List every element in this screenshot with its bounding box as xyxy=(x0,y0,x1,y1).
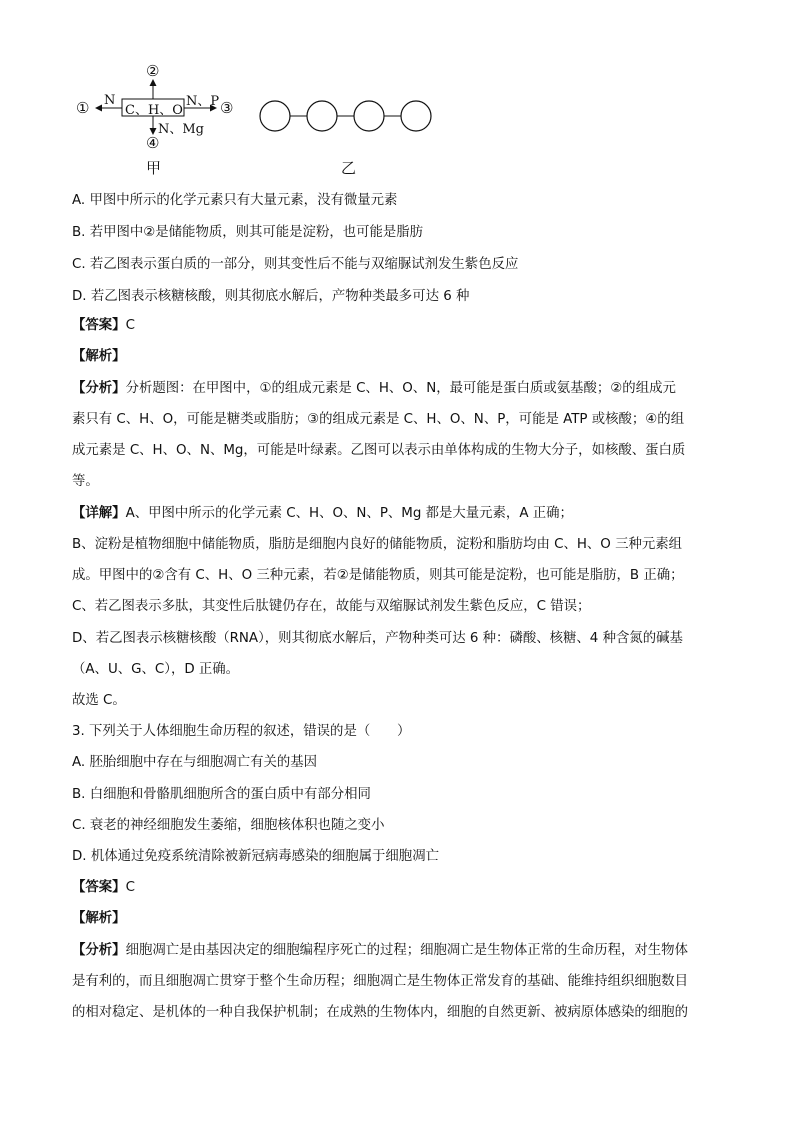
diagram-svg xyxy=(70,60,450,184)
monomer-circle xyxy=(401,101,431,131)
q3-option-a: A. 胚胎细胞中存在与细胞凋亡有关的基因 xyxy=(72,755,318,770)
q2-answer xyxy=(72,316,732,336)
answer-value: C xyxy=(125,318,135,333)
monomer-circle xyxy=(307,101,337,131)
q2-xiangjie-line: B、淀粉是植物细胞中储能物质，脂肪是细胞内良好的储能物质，淀粉和脂肪均由 C、H、O 三种元素组 xyxy=(72,537,683,552)
q2-analysis-heading xyxy=(72,347,732,367)
xiangjie-tag: 【详解】 xyxy=(72,506,126,521)
fenxi-tag: 【分析】 xyxy=(72,381,126,396)
monomer-circle xyxy=(260,101,290,131)
label-bottom-elem: N、Mg xyxy=(158,122,205,137)
q2-option-c: C. 若乙图表示蛋白质的一部分，则其变性后不能与双缩脲试剂发生紫色反应 xyxy=(72,257,519,272)
q2-xiangjie-line: D、若乙图表示核糖核酸（RNA），则其彻底水解后，产物种类可达 6 种：磷酸、核糖、4 种含氮的碱基 xyxy=(72,631,683,646)
q2-fenxi-line: 素只有 C、H、O，可能是糖类或脂肪；③的组成元素是 C、H、O、N、P，可能是 ATP 或核酸；④的组 xyxy=(72,412,685,427)
q2-option-a: A. 甲图中所示的化学元素只有大量元素，没有微量元素 xyxy=(72,193,398,208)
q2-option-b: B. 若甲图中②是储能物质，则其可能是淀粉，也可能是脂肪 xyxy=(72,225,424,240)
label-box: C、H、O xyxy=(125,103,183,118)
q3-analysis-heading xyxy=(72,909,732,929)
fenxi-text: 分析题图：在甲图中，①的组成元素是 C、H、O、N，最可能是蛋白质或氨基酸；②的组成元 xyxy=(125,381,676,396)
q2-xiangjie-line: C、若乙图表示多肽，其变性后肽键仍存在，故能与双缩脲试剂发生紫色反应，C 错误； xyxy=(72,599,591,614)
xiangjie-text: A、甲图中所示的化学元素 C、H、O、N、P、Mg 都是大量元素，A 正确； xyxy=(125,506,573,521)
q2-conclusion: 故选 C。 xyxy=(72,693,126,708)
answer-tag: 【答案】 xyxy=(72,880,126,895)
q2-fenxi-line: 等。 xyxy=(72,474,99,489)
q3-option-d: D. 机体通过免疫系统清除被新冠病毒感染的细胞属于细胞凋亡 xyxy=(72,849,439,864)
label-left-elem: N xyxy=(104,93,116,108)
q3-fenxi-line: 是有利的，而且细胞凋亡贯穿于整个生命历程；细胞凋亡是生物体正常发育的基础、能维持组织细胞数目 xyxy=(72,974,688,989)
label-4: ④ xyxy=(146,134,160,152)
label-1: ① xyxy=(76,99,90,117)
label-right-elem: N、P xyxy=(186,94,220,109)
answer-tag: 【答案】 xyxy=(72,318,126,333)
q2-option-d: D. 若乙图表示核糖核酸，则其彻底水解后，产物种类最多可达 6 种 xyxy=(72,289,470,304)
analysis-tag: 【解析】 xyxy=(72,349,126,364)
monomer-circle xyxy=(354,101,384,131)
fenxi-text: 细胞凋亡是由基因决定的细胞编程序死亡的过程；细胞凋亡是生物体正常的生命历程，对生物体 xyxy=(125,943,688,958)
q3-fenxi-line: 的相对稳定、是机体的一种自我保护机制；在成熟的生物体内，细胞的自然更新、被病原体感染的细胞的 xyxy=(72,1005,688,1020)
q2-fenxi-line xyxy=(72,379,732,399)
q3-option-c: C. 衰老的神经细胞发生萎缩，细胞核体积也随之变小 xyxy=(72,818,385,833)
fenxi-tag: 【分析】 xyxy=(72,943,126,958)
label-2: ② xyxy=(146,62,160,80)
label-yi: 乙 xyxy=(341,159,357,177)
element-diagram xyxy=(70,60,450,184)
q3-fenxi-line xyxy=(72,941,732,961)
q3-stem: 3. 下列关于人体细胞生命历程的叙述，错误的是（ ） xyxy=(72,724,411,739)
q2-xiangjie-line: 成。甲图中的②含有 C、H、O 三种元素，若②是储能物质，则其可能是淀粉，也可能是脂肪，B 正确； xyxy=(72,568,684,583)
q2-xiangjie-line xyxy=(72,504,732,524)
analysis-tag: 【解析】 xyxy=(72,911,126,926)
q2-fenxi-line: 成元素是 C、H、O、N、Mg，可能是叶绿素。乙图可以表示由单体构成的生物大分子，如核酸、蛋白质 xyxy=(72,443,686,458)
label-3: ③ xyxy=(220,99,234,117)
q3-answer xyxy=(72,878,732,898)
label-jia: 甲 xyxy=(146,159,162,177)
q3-option-b: B. 白细胞和骨骼肌细胞所含的蛋白质中有部分相同 xyxy=(72,787,371,802)
q2-xiangjie-line: （A、U、G、C），D 正确。 xyxy=(72,662,240,677)
answer-value: C xyxy=(125,880,135,895)
